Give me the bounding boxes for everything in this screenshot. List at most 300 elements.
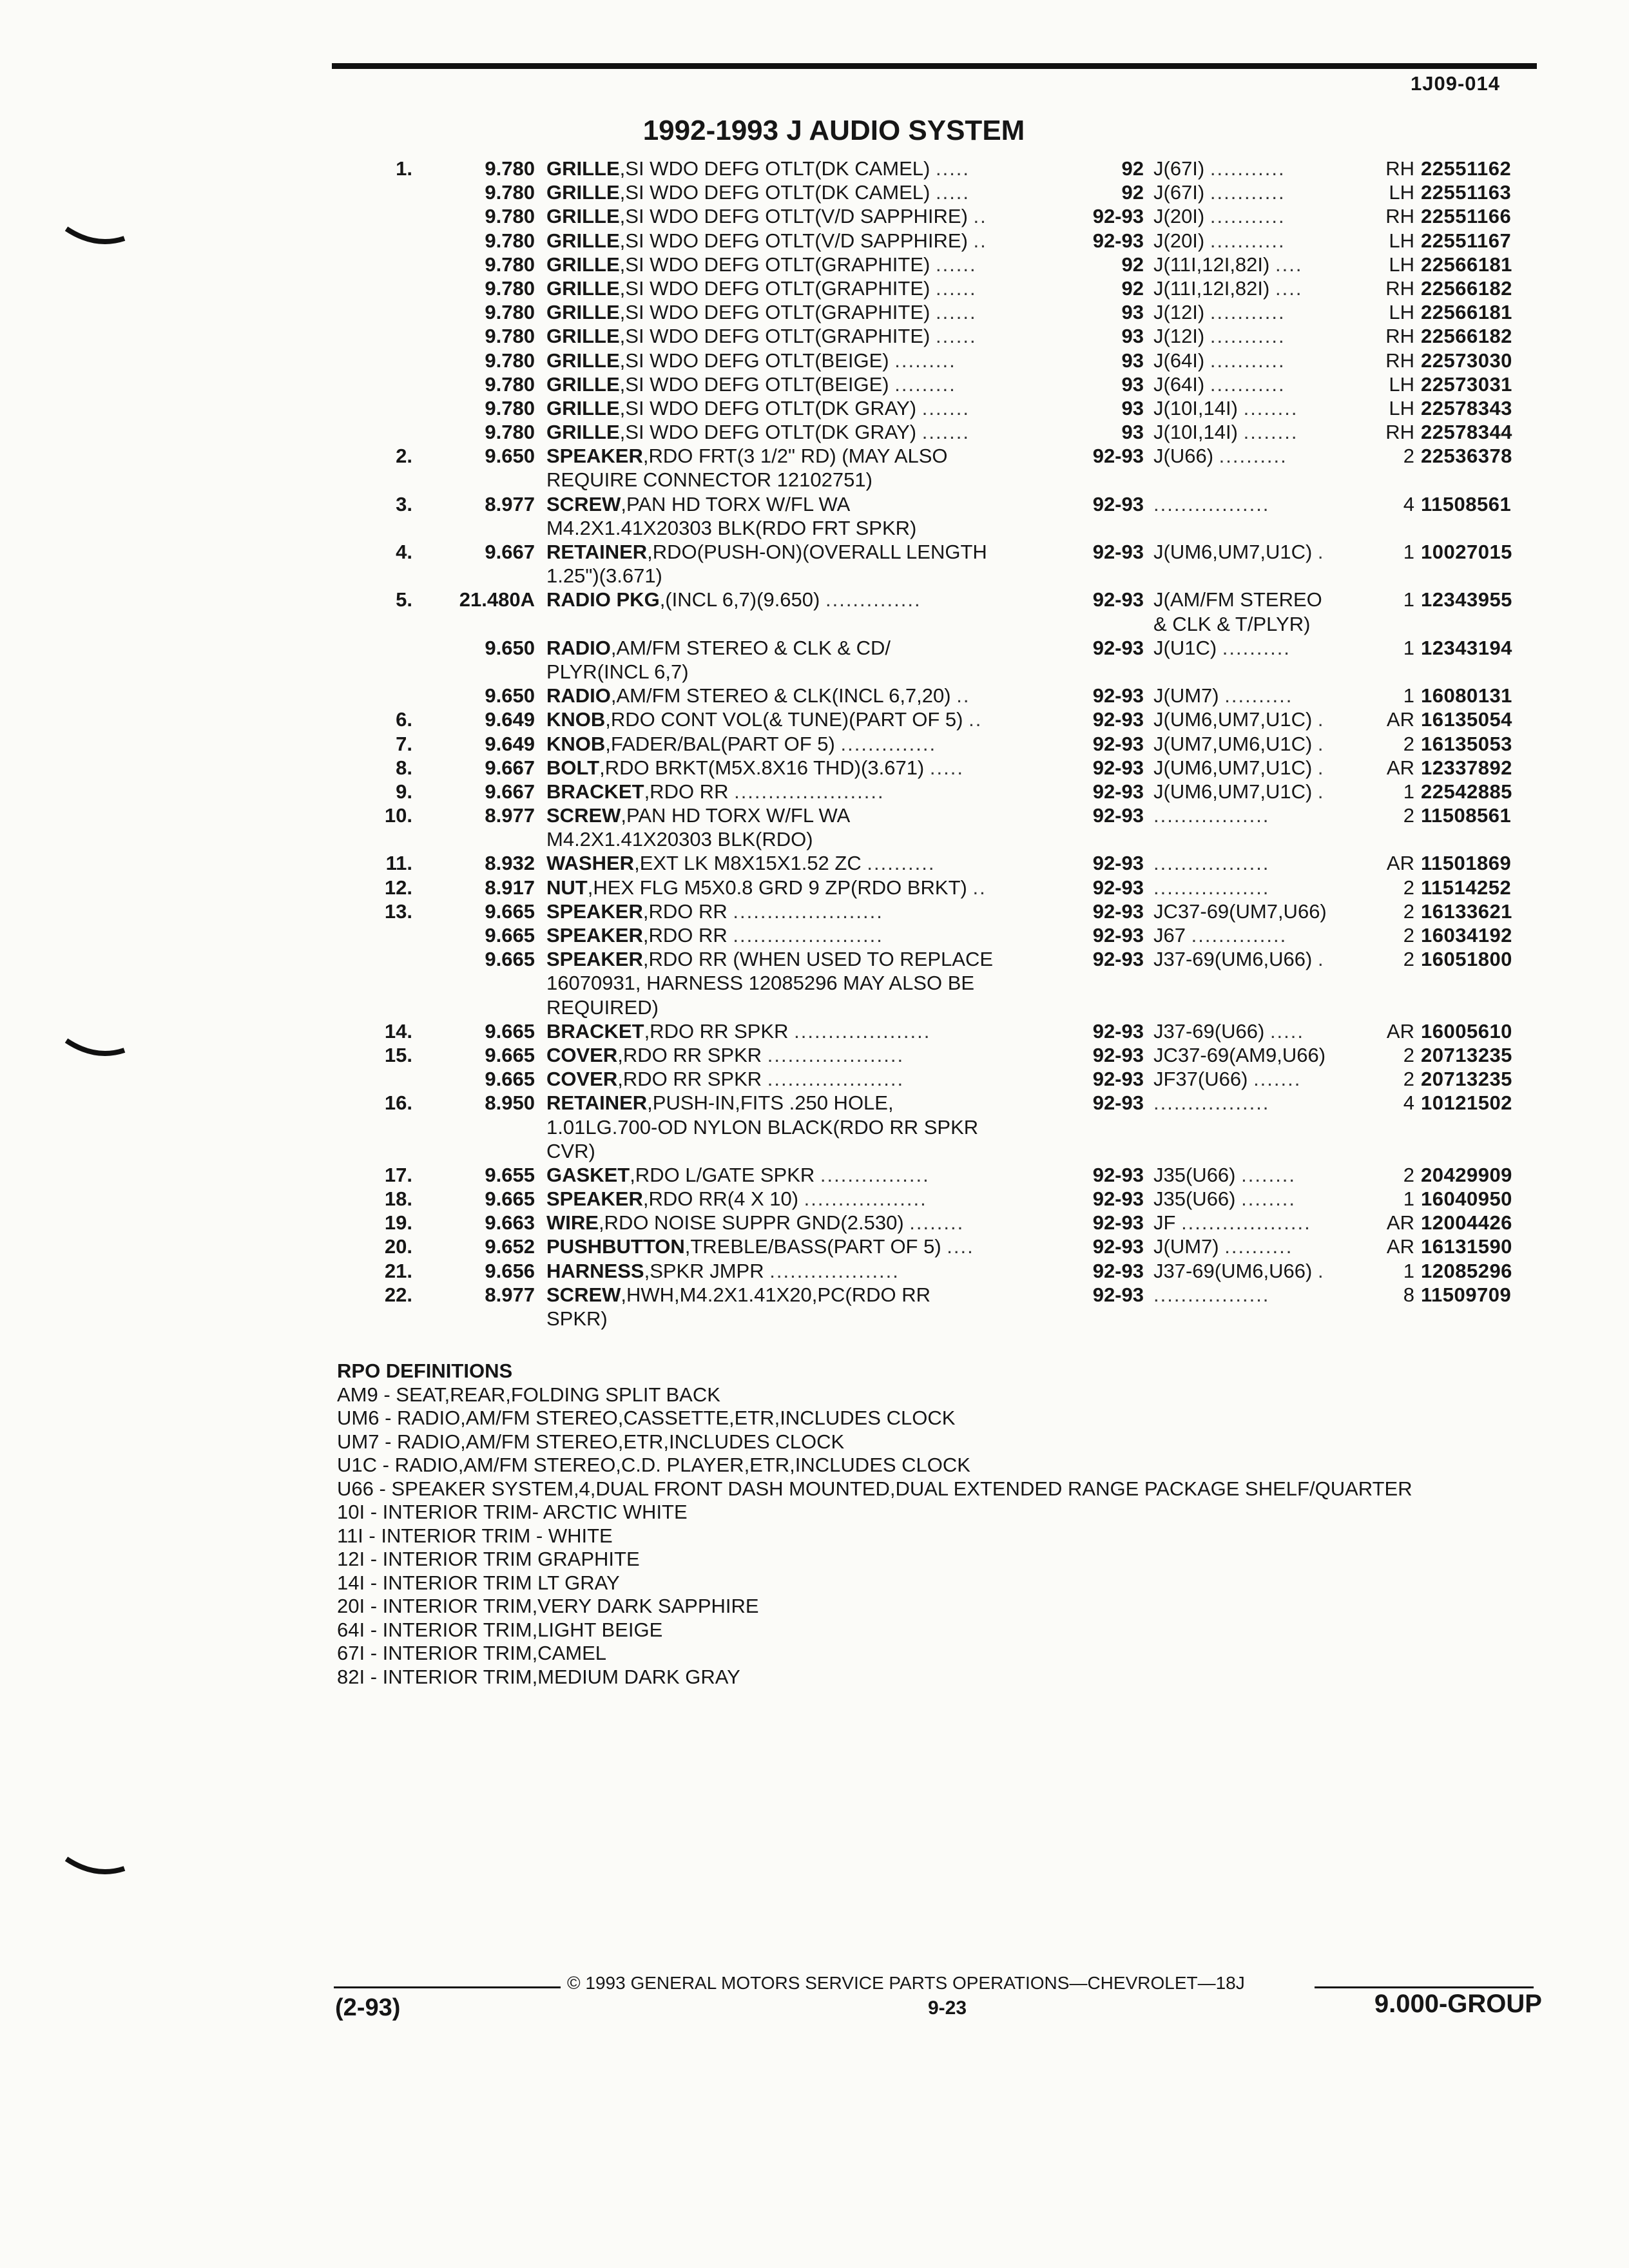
model-year: 92-93 [1092, 924, 1144, 947]
model-year: 92-93 [1092, 684, 1144, 707]
table-row [0, 995, 1629, 1019]
part-detail: ,SI WDO DEFG OTLT(GRAPHITE) [619, 253, 930, 276]
part-description [546, 1235, 1062, 1258]
group-number: 9.663 [485, 1211, 535, 1235]
model-year: 92-93 [1092, 492, 1144, 515]
part-detail: ,RDO RR SPKR [617, 1043, 762, 1066]
application [1153, 899, 1366, 923]
table-row [0, 276, 1629, 300]
application [1153, 1091, 1366, 1115]
application [1153, 540, 1366, 564]
group-number: 9.780 [485, 372, 535, 396]
table-row [0, 396, 1629, 420]
application [1153, 780, 1366, 803]
model-year: 93 [1121, 372, 1144, 396]
table-row [0, 516, 1629, 540]
part-detail: M4.2X1.41X20303 BLK(RDO FRT SPKR) [546, 516, 917, 539]
top-rule [332, 63, 1537, 69]
part-detail: ,SI WDO DEFG OTLT(V/D SAPPHIRE) [619, 229, 968, 252]
leader-dots: .. [969, 708, 983, 731]
part-number: 22566181 [1421, 253, 1512, 276]
application [1153, 1259, 1366, 1283]
leader-dots: ......... [894, 349, 956, 372]
item-number: 3. [396, 492, 412, 515]
table-row [0, 803, 1629, 827]
quantity: 1 [1403, 636, 1414, 659]
group-number: 8.932 [485, 852, 535, 875]
item-number: 1. [396, 157, 412, 180]
table-row [0, 1307, 1629, 1331]
leader-dots: .. [973, 229, 987, 252]
leader-dots: ........... [1210, 325, 1286, 348]
part-description [546, 732, 1062, 756]
application [1153, 492, 1366, 516]
application [1153, 803, 1366, 827]
leader-dots: ....... [1253, 1068, 1302, 1091]
group-number: 9.780 [485, 325, 535, 348]
group-number: 9.780 [485, 229, 535, 252]
table-row [0, 1235, 1629, 1258]
table-row [0, 372, 1629, 396]
quantity: 1 [1403, 1259, 1414, 1282]
part-name: HARNESS [546, 1259, 644, 1282]
parts-list [0, 157, 1629, 1331]
leader-dots: ......... [894, 372, 956, 396]
model-year: 92-93 [1092, 229, 1144, 252]
leader-dots: .. [973, 205, 987, 228]
leader-dots: .......... [867, 852, 936, 875]
item-number: 21. [384, 1259, 412, 1282]
quantity: RH [1385, 325, 1414, 348]
part-description [546, 1043, 1062, 1067]
group-number: 9.665 [485, 924, 535, 947]
quantity: AR [1386, 756, 1414, 779]
item-number: 22. [384, 1283, 412, 1306]
table-row [0, 612, 1629, 636]
leader-dots: .. [972, 876, 987, 899]
group-number: 8.917 [485, 876, 535, 899]
part-number: 20429909 [1421, 1163, 1512, 1186]
part-name: GRILLE [546, 229, 620, 252]
model-year: 92-93 [1092, 732, 1144, 755]
part-detail: ,RDO RR [642, 899, 728, 923]
part-name: SCREW [546, 492, 621, 515]
leader-dots: .................... [767, 1068, 905, 1091]
table-row [0, 851, 1629, 875]
group-number: 9.650 [485, 684, 535, 707]
group-number: 9.665 [485, 899, 535, 923]
footer-copyright: © 1993 GENERAL MOTORS SERVICE PARTS OPERATIONS—CHEVROLET—18J [567, 1973, 1245, 1993]
leader-dots: ....... [921, 396, 970, 419]
leader-dots: ........ [1241, 1187, 1296, 1211]
model-year: 92-93 [1092, 205, 1144, 228]
leader-dots: ................. [1153, 804, 1270, 827]
part-number: 12085296 [1421, 1259, 1512, 1282]
leader-dots: .... [947, 1235, 974, 1258]
application [1153, 349, 1366, 372]
group-number: 9.650 [485, 445, 535, 468]
application-text: J37-69(UM6,U66) [1153, 948, 1313, 971]
group-number: 9.665 [485, 1019, 535, 1043]
part-number: 22573031 [1421, 372, 1512, 396]
application [1153, 923, 1366, 947]
part-detail: 1.01LG.700-OD NYLON BLACK(RDO RR SPKR [546, 1115, 979, 1139]
part-name: SPEAKER [546, 924, 643, 947]
part-number: 22536378 [1421, 445, 1512, 468]
quantity: 2 [1403, 445, 1414, 468]
rpo-line: 67I - INTERIOR TRIM,CAMEL [337, 1642, 606, 1664]
application-text: J37-69(U66) [1153, 1019, 1265, 1043]
application [1153, 157, 1366, 180]
rpo-line: U1C - RADIO,AM/FM STEREO,C.D. PLAYER,ETR,INCLUDES CLOCK [337, 1454, 970, 1476]
application [1153, 180, 1366, 204]
part-detail: ,SI WDO DEFG OTLT(BEIGE) [619, 372, 889, 396]
quantity: 2 [1403, 876, 1414, 899]
part-description [546, 947, 1062, 971]
leader-dots: ...... [935, 301, 977, 324]
part-name: GASKET [546, 1163, 630, 1186]
part-number: 16133621 [1421, 899, 1512, 923]
application [1153, 684, 1366, 707]
table-row [0, 684, 1629, 707]
part-detail: ,RDO BRKT(M5X.8X16 THD)(3.671) [599, 756, 925, 779]
leader-dots: ................... [1181, 1211, 1311, 1235]
model-year: 92 [1121, 253, 1144, 276]
leader-dots: ...... [935, 276, 977, 300]
part-description [546, 276, 1062, 300]
table-row [0, 468, 1629, 492]
application-text: J(64I) [1153, 349, 1205, 372]
application-text: J67 [1153, 924, 1186, 947]
part-number: 22578343 [1421, 396, 1512, 419]
rpo-line: UM7 - RADIO,AM/FM STEREO,ETR,INCLUDES CLOCK [337, 1430, 845, 1453]
part-number: 22542885 [1421, 780, 1512, 803]
part-description [546, 588, 1062, 611]
leader-dots: ................. [1153, 1091, 1270, 1115]
part-name: GRILLE [546, 421, 620, 444]
quantity: RH [1385, 349, 1414, 372]
rpo-line: AM9 - SEAT,REAR,FOLDING SPLIT BACK [337, 1383, 720, 1406]
leader-dots: .......... [1219, 445, 1287, 468]
part-name: GRILLE [546, 181, 620, 204]
part-description [546, 253, 1062, 276]
rpo-line: 64I - INTERIOR TRIM,LIGHT BEIGE [337, 1618, 663, 1641]
part-description [546, 492, 1062, 516]
group-number: 21.480A [459, 588, 535, 611]
group-number: 9.667 [485, 541, 535, 563]
application-text: J37-69(UM6,U66) [1153, 1259, 1313, 1282]
part-number: 11514252 [1421, 876, 1512, 899]
item-number: 14. [384, 1019, 412, 1043]
part-detail: REQUIRED) [546, 995, 659, 1019]
group-number: 9.656 [485, 1259, 535, 1282]
quantity: RH [1385, 421, 1414, 444]
part-name: GRILLE [546, 301, 620, 324]
quantity: RH [1385, 205, 1414, 228]
application-text: J(UM6,UM7,U1C) [1153, 541, 1313, 563]
part-number: 11501869 [1421, 852, 1512, 875]
leader-dots: ...................... [733, 899, 883, 923]
table-row [0, 588, 1629, 611]
table-row [0, 876, 1629, 899]
part-detail: PLYR(INCL 6,7) [546, 660, 689, 683]
leader-dots: ........ [1243, 421, 1298, 444]
part-name: KNOB [546, 732, 606, 755]
part-detail: ,AM/FM STEREO & CLK(INCL 6,7,20) [610, 684, 951, 707]
group-number: 9.780 [485, 301, 535, 324]
group-number: 9.667 [485, 780, 535, 803]
part-detail: ,EXT LK M8X15X1.52 ZC [634, 852, 862, 875]
leader-dots: .............. [825, 588, 921, 611]
part-name: SCREW [546, 1283, 621, 1306]
part-description [546, 229, 1062, 253]
application [1153, 588, 1366, 611]
item-number: 10. [384, 804, 412, 827]
application [1153, 324, 1366, 348]
application [1153, 420, 1366, 444]
leader-dots: ................. [1153, 492, 1270, 515]
group-number: 9.780 [485, 396, 535, 419]
part-detail: ,SI WDO DEFG OTLT(V/D SAPPHIRE) [619, 205, 968, 228]
leader-dots: ........... [1210, 301, 1286, 324]
part-detail: ,RDO FRT(3 1/2" RD) (MAY ALSO [642, 445, 948, 468]
rpo-line: 10I - INTERIOR TRIM- ARCTIC WHITE [337, 1501, 688, 1523]
model-year: 92-93 [1092, 1163, 1144, 1186]
part-description [546, 468, 1062, 492]
application [1153, 876, 1366, 899]
table-row [0, 157, 1629, 180]
application [1153, 444, 1366, 468]
part-name: WASHER [546, 852, 635, 875]
application-text: J(UM7) [1153, 1235, 1219, 1258]
part-number: 16135053 [1421, 732, 1512, 755]
part-name: GRILLE [546, 157, 620, 180]
model-year: 92-93 [1092, 1019, 1144, 1043]
part-name: BRACKET [546, 1019, 644, 1043]
quantity: LH [1389, 396, 1414, 419]
leader-dots: ...... [935, 253, 977, 276]
rpo-line: UM6 - RADIO,AM/FM STEREO,CASSETTE,ETR,INCLUDES CLOCK [337, 1407, 956, 1429]
application-text: J(AM/FM STEREO [1153, 588, 1322, 611]
quantity: 1 [1403, 1187, 1414, 1211]
group-number: 9.780 [485, 181, 535, 204]
part-description [546, 851, 1062, 875]
application-text: J(20I) [1153, 205, 1205, 228]
application-text: J(12I) [1153, 325, 1205, 348]
table-row [0, 923, 1629, 947]
table-row [0, 324, 1629, 348]
leader-dots: . [1318, 948, 1325, 971]
application [1153, 1043, 1366, 1067]
model-year: 92-93 [1092, 1043, 1144, 1066]
table-row [0, 780, 1629, 803]
part-detail: SPKR) [546, 1307, 608, 1330]
application [1153, 1187, 1366, 1211]
model-year: 92-93 [1092, 1259, 1144, 1282]
part-name: SPEAKER [546, 899, 643, 923]
footer-page-number: 9-23 [928, 1997, 967, 2019]
part-name: GRILLE [546, 372, 620, 396]
part-name: GRILLE [546, 205, 620, 228]
table-row [0, 420, 1629, 444]
quantity: LH [1389, 253, 1414, 276]
quantity: 2 [1403, 732, 1414, 755]
part-number: 16135054 [1421, 708, 1512, 731]
leader-dots: .............. [1191, 924, 1287, 947]
part-detail: CVR) [546, 1139, 595, 1162]
quantity: LH [1389, 229, 1414, 252]
application-text: J(11I,12I,82I) [1153, 276, 1270, 300]
part-description [546, 1187, 1062, 1211]
item-number: 17. [384, 1163, 412, 1186]
punch-hole-mark [63, 1843, 128, 1888]
part-detail: ,FADER/BAL(PART OF 5) [605, 732, 835, 755]
model-year: 92-93 [1092, 1187, 1144, 1211]
part-description [546, 684, 1062, 707]
model-year: 92-93 [1092, 445, 1144, 468]
quantity: 8 [1403, 1283, 1414, 1306]
model-year: 92 [1121, 157, 1144, 180]
quantity: LH [1389, 181, 1414, 204]
application [1153, 1067, 1366, 1091]
model-year: 93 [1121, 349, 1144, 372]
quantity: LH [1389, 301, 1414, 324]
application-text: J(64I) [1153, 372, 1205, 396]
item-number: 7. [396, 732, 412, 755]
part-number: 12343955 [1421, 588, 1512, 611]
application [1153, 1283, 1366, 1307]
part-detail: ,RDO NOISE SUPPR GND(2.530) [598, 1211, 904, 1235]
application-text: J(10I,14I) [1153, 396, 1238, 419]
table-row [0, 636, 1629, 660]
model-year: 92-93 [1092, 588, 1144, 611]
application-text: J(10I,14I) [1153, 421, 1238, 444]
model-year: 92-93 [1092, 636, 1144, 659]
part-number: 11508561 [1421, 804, 1512, 827]
leader-dots: ................... [769, 1259, 900, 1282]
table-row [0, 899, 1629, 923]
table-row [0, 660, 1629, 684]
group-number: 9.780 [485, 421, 535, 444]
rpo-line: 14I - INTERIOR TRIM LT GRAY [337, 1571, 620, 1594]
item-number: 12. [384, 876, 412, 899]
application-text: JF [1153, 1211, 1176, 1235]
part-detail: ,RDO RR [642, 924, 728, 947]
application-text: J(12I) [1153, 301, 1205, 324]
part-number: 12343194 [1421, 636, 1512, 659]
leader-dots: .. [956, 684, 970, 707]
leader-dots: ................ [820, 1163, 930, 1186]
application-text: J(11I,12I,82I) [1153, 253, 1270, 276]
group-number: 9.780 [485, 157, 535, 180]
group-number: 9.665 [485, 1068, 535, 1091]
leader-dots: ................. [1153, 852, 1270, 875]
part-description [546, 157, 1062, 180]
part-name: RETAINER [546, 541, 648, 563]
application-text: J(UM7) [1153, 684, 1219, 707]
table-row [0, 1139, 1629, 1163]
table-row [0, 229, 1629, 253]
application [1153, 636, 1366, 660]
quantity: 1 [1403, 541, 1414, 563]
model-year: 93 [1121, 396, 1144, 419]
quantity: 2 [1403, 1163, 1414, 1186]
part-number: 16005610 [1421, 1019, 1512, 1043]
group-number: 9.780 [485, 205, 535, 228]
application [1153, 300, 1366, 324]
part-detail: ,HWH,M4.2X1.41X20,PC(RDO RR [621, 1283, 931, 1306]
part-description [546, 516, 1062, 540]
model-year: 92-93 [1092, 1283, 1144, 1306]
application-text: J(67I) [1153, 157, 1205, 180]
part-number: 11508561 [1421, 492, 1512, 515]
table-row [0, 1043, 1629, 1067]
model-year: 92-93 [1092, 899, 1144, 923]
item-number: 8. [396, 756, 412, 779]
group-number: 9.780 [485, 276, 535, 300]
part-description [546, 780, 1062, 803]
table-row [0, 1115, 1629, 1139]
part-description [546, 444, 1062, 468]
application [1153, 707, 1366, 731]
table-row [0, 444, 1629, 468]
item-number: 6. [396, 708, 412, 731]
part-description [546, 707, 1062, 731]
rpo-line: 11I - INTERIOR TRIM - WHITE [337, 1524, 613, 1547]
application-text: J(UM6,UM7,U1C) [1153, 708, 1313, 731]
application [1153, 756, 1366, 780]
application [1153, 612, 1366, 636]
part-description [546, 180, 1062, 204]
part-number: 12004426 [1421, 1211, 1512, 1235]
group-number: 8.950 [485, 1091, 535, 1115]
leader-dots: . [1317, 780, 1325, 803]
part-name: GRILLE [546, 325, 620, 348]
leader-dots: ........... [1210, 349, 1286, 372]
model-year: 93 [1121, 301, 1144, 324]
part-detail: ,HEX FLG M5X0.8 GRD 9 ZP(RDO BRKT) [587, 876, 967, 899]
part-description [546, 300, 1062, 324]
application-text: J35(U66) [1153, 1187, 1236, 1211]
part-detail: ,TREBLE/BASS(PART OF 5) [684, 1235, 941, 1258]
leader-dots: . [1317, 708, 1325, 731]
part-number: 22573030 [1421, 349, 1512, 372]
part-number: 22551167 [1421, 229, 1512, 252]
part-number: 20713235 [1421, 1068, 1512, 1091]
page-title: 1992-1993 J AUDIO SYSTEM [642, 115, 1025, 146]
item-number: 19. [384, 1211, 412, 1235]
part-name: WIRE [546, 1211, 599, 1235]
model-year: 93 [1121, 421, 1144, 444]
part-detail: ,PAN HD TORX W/FL WA [621, 492, 851, 515]
part-description [546, 827, 1062, 851]
part-detail: ,SI WDO DEFG OTLT(GRAPHITE) [619, 325, 930, 348]
part-name: SPEAKER [546, 445, 643, 468]
part-name: BRACKET [546, 780, 644, 803]
rpo-line: 20I - INTERIOR TRIM,VERY DARK SAPPHIRE [337, 1595, 759, 1617]
application [1153, 372, 1366, 396]
page-code: 1J09-014 [1410, 72, 1500, 95]
leader-dots: ..... [935, 181, 970, 204]
application [1153, 276, 1366, 300]
table-row [0, 180, 1629, 204]
model-year: 92-93 [1092, 804, 1144, 827]
table-row [0, 300, 1629, 324]
quantity: RH [1385, 276, 1414, 300]
part-name: RADIO [546, 684, 611, 707]
model-year: 92 [1121, 181, 1144, 204]
quantity: 1 [1403, 780, 1414, 803]
